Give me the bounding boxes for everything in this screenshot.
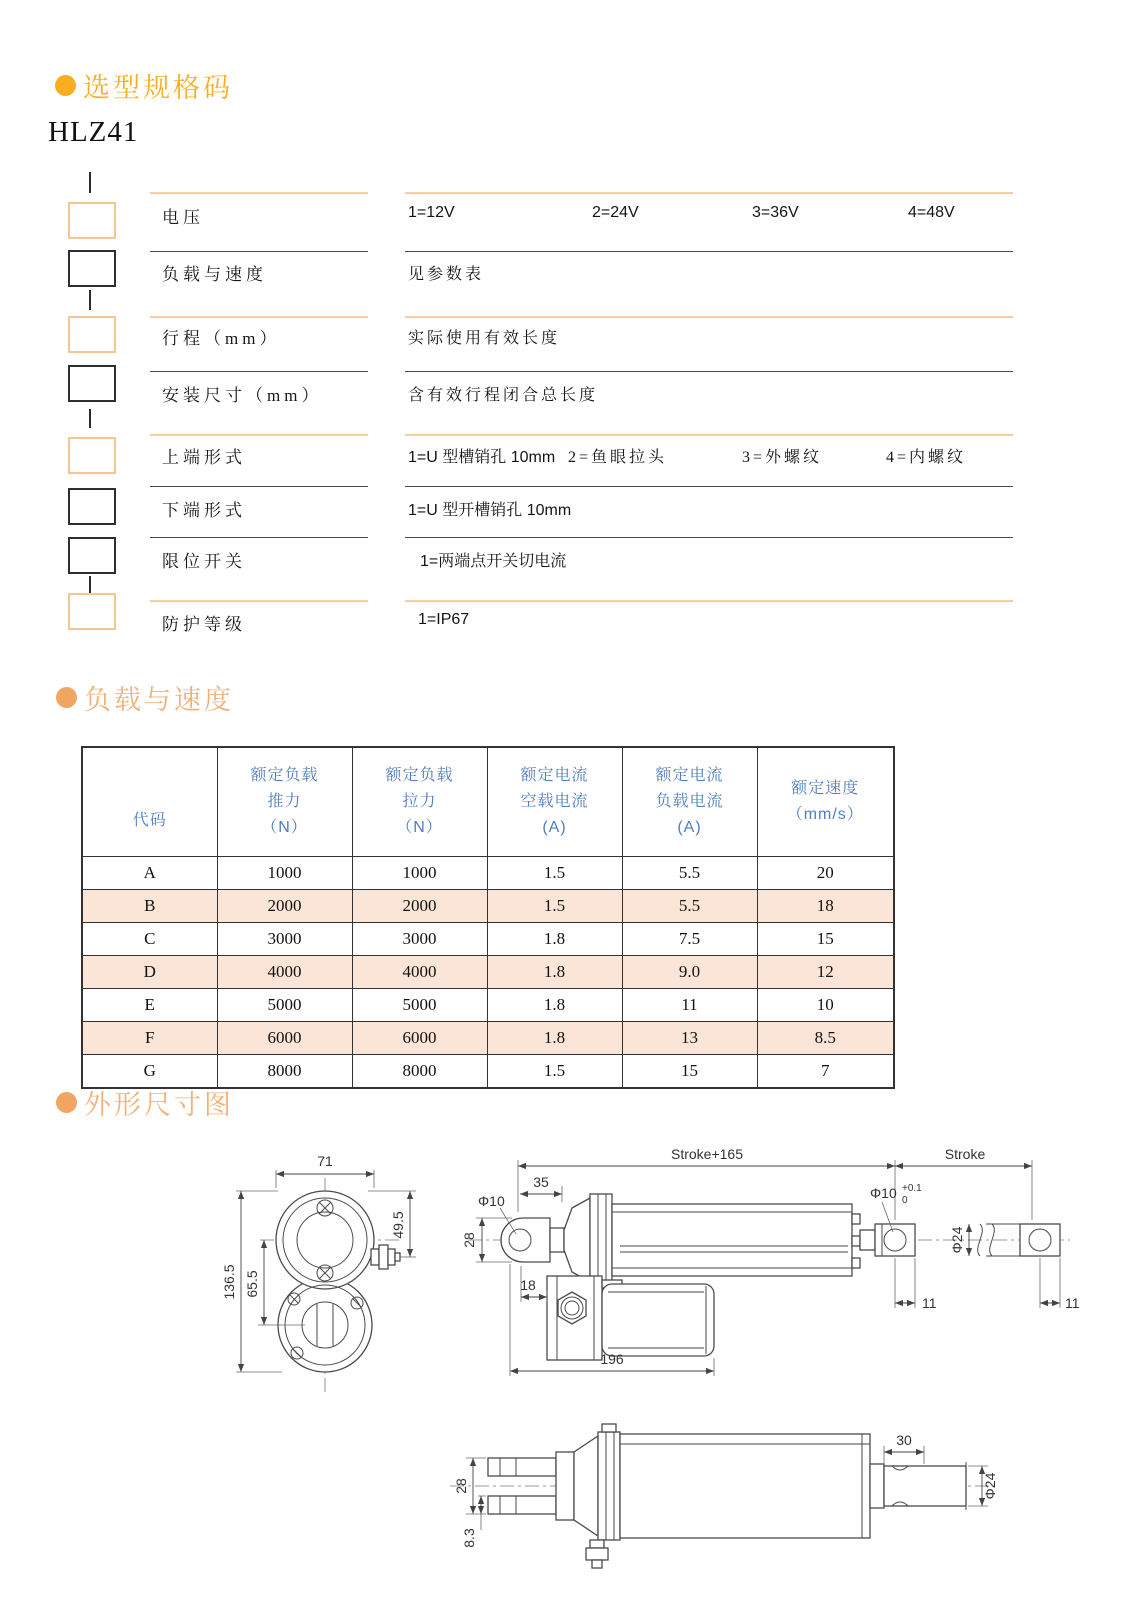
spec-label: 防护等级 bbox=[162, 615, 246, 634]
spec-option: 4=内螺纹 bbox=[886, 449, 967, 466]
spec-option: 3=36V bbox=[752, 204, 799, 221]
dim-pin-hole: Φ10 bbox=[478, 1193, 505, 1209]
dim-front-height: 136.5 bbox=[221, 1264, 237, 1300]
divider bbox=[150, 371, 368, 372]
spec-option: 2=24V bbox=[592, 204, 639, 221]
dim-stroke: Stroke bbox=[944, 1146, 986, 1162]
code-box-mounting bbox=[68, 365, 116, 402]
bullet-icon bbox=[56, 1092, 77, 1113]
dim-rod-dia-top: Φ24 bbox=[982, 1472, 998, 1500]
bullet-icon bbox=[55, 75, 76, 96]
dim-end-width-left: 11 bbox=[922, 1295, 937, 1311]
spec-label: 负载与速度 bbox=[162, 265, 267, 284]
col-header-pull: 额定负载 拉力 （N） bbox=[352, 747, 487, 857]
divider bbox=[405, 316, 1013, 318]
col-header-speed: 额定速度 （mm/s） bbox=[757, 747, 894, 857]
divider bbox=[405, 600, 1013, 602]
col-header-noload-current: 额定电流 空载电流 (A) bbox=[487, 747, 622, 857]
dim-fork-thickness: 8.3 bbox=[461, 1528, 477, 1548]
spec-label: 限位开关 bbox=[162, 552, 246, 571]
divider bbox=[405, 434, 1013, 436]
section-title-text: 选型规格码 bbox=[83, 73, 233, 103]
spec-option: 1=12V bbox=[408, 204, 455, 221]
code-box-protection bbox=[68, 593, 116, 630]
divider bbox=[150, 537, 368, 538]
table-row: F 6000 6000 1.8 13 8.5 bbox=[82, 1022, 894, 1055]
divider bbox=[405, 192, 1013, 194]
spec-option: 实际使用有效长度 bbox=[408, 330, 561, 347]
divider bbox=[150, 600, 368, 602]
col-header-code: 代码 bbox=[82, 747, 217, 857]
dim-rod-hole: Φ10 bbox=[870, 1185, 897, 1201]
spec-option: 1=U 型开槽销孔 10mm bbox=[408, 502, 572, 519]
spec-label: 安装尺寸（mm） bbox=[162, 386, 323, 405]
dim-fork-width: 28 bbox=[453, 1478, 469, 1494]
spec-option: 1=IP67 bbox=[418, 611, 470, 628]
divider bbox=[405, 537, 1013, 538]
section-title-text: 负载与速度 bbox=[84, 685, 234, 715]
code-box-top-end bbox=[68, 437, 116, 474]
model-code: HLZ41 bbox=[48, 116, 139, 148]
code-box-load-speed bbox=[68, 250, 116, 287]
spec-option: 含有效行程闭合总长度 bbox=[408, 387, 599, 404]
top-view-drawing bbox=[430, 1408, 1010, 1576]
dim-motor-length: 196 bbox=[600, 1351, 624, 1367]
divider bbox=[150, 192, 368, 194]
spec-option: 见参数表 bbox=[408, 266, 485, 283]
divider bbox=[405, 251, 1013, 252]
spec-label: 上端形式 bbox=[162, 448, 246, 467]
section-title-dimensions bbox=[56, 1083, 234, 1122]
dim-rod-hole-tol-sub: 0 bbox=[902, 1195, 908, 1206]
spec-option: 3=外螺纹 bbox=[742, 449, 823, 466]
dim-front-width: 71 bbox=[317, 1153, 333, 1169]
code-box-limit-switch bbox=[68, 537, 116, 574]
spec-option: 1=U 型槽销孔 10mm bbox=[408, 449, 556, 466]
connector-line bbox=[89, 409, 91, 428]
connector-line bbox=[89, 576, 91, 593]
table-row: C 3000 3000 1.8 7.5 15 bbox=[82, 923, 894, 956]
spec-label: 下端形式 bbox=[162, 501, 246, 520]
dim-end-width-right: 11 bbox=[1065, 1295, 1080, 1311]
dim-rod-dia: Φ24 bbox=[949, 1226, 965, 1254]
spec-label: 行程（mm） bbox=[162, 329, 281, 348]
col-header-load-current: 额定电流 负载电流 (A) bbox=[622, 747, 757, 857]
dim-lower-offset: 18 bbox=[520, 1277, 536, 1293]
section-title-load-speed bbox=[56, 678, 234, 717]
divider bbox=[405, 371, 1013, 372]
spec-option: 4=48V bbox=[908, 204, 955, 221]
divider bbox=[405, 486, 1013, 487]
connector-line bbox=[89, 172, 91, 193]
divider bbox=[150, 434, 368, 436]
spec-option: 2=鱼眼拉头 bbox=[568, 449, 668, 466]
side-view-drawing bbox=[420, 1140, 1080, 1395]
divider bbox=[150, 251, 368, 252]
dim-total-length: Stroke+165 bbox=[671, 1146, 743, 1162]
dim-side-height: 49.5 bbox=[390, 1211, 406, 1239]
divider bbox=[150, 486, 368, 487]
dim-rod-hole-tol-sup: +0.1 bbox=[902, 1183, 922, 1194]
table-row: G 8000 8000 1.5 15 7 bbox=[82, 1055, 894, 1089]
table-header-row bbox=[82, 747, 894, 857]
bullet-icon bbox=[56, 687, 77, 708]
dim-center-distance: 65.5 bbox=[244, 1270, 260, 1298]
section-title-selection-code bbox=[55, 66, 233, 105]
connector-line bbox=[89, 290, 91, 310]
code-box-stroke bbox=[68, 316, 116, 353]
table-row: D 4000 4000 1.8 9.0 12 bbox=[82, 956, 894, 989]
dim-rod-end-length: 30 bbox=[896, 1432, 912, 1448]
divider bbox=[150, 316, 368, 318]
code-box-bottom-end bbox=[68, 488, 116, 525]
dim-front-offset: 35 bbox=[533, 1174, 549, 1190]
load-speed-table bbox=[81, 746, 895, 1089]
col-header-push: 额定负载 推力 （N） bbox=[217, 747, 352, 857]
section-title-text: 外形尺寸图 bbox=[84, 1090, 234, 1120]
table-row: B 2000 2000 1.5 5.5 18 bbox=[82, 890, 894, 923]
table-row: A 1000 1000 1.5 5.5 20 bbox=[82, 857, 894, 890]
table-row: E 5000 5000 1.8 11 10 bbox=[82, 989, 894, 1022]
spec-option: 1=两端点开关切电流 bbox=[420, 553, 567, 570]
dim-clevis-width: 28 bbox=[461, 1232, 477, 1248]
code-box-voltage bbox=[68, 202, 116, 239]
spec-label: 电压 bbox=[162, 208, 204, 227]
front-view-drawing bbox=[100, 1132, 470, 1400]
